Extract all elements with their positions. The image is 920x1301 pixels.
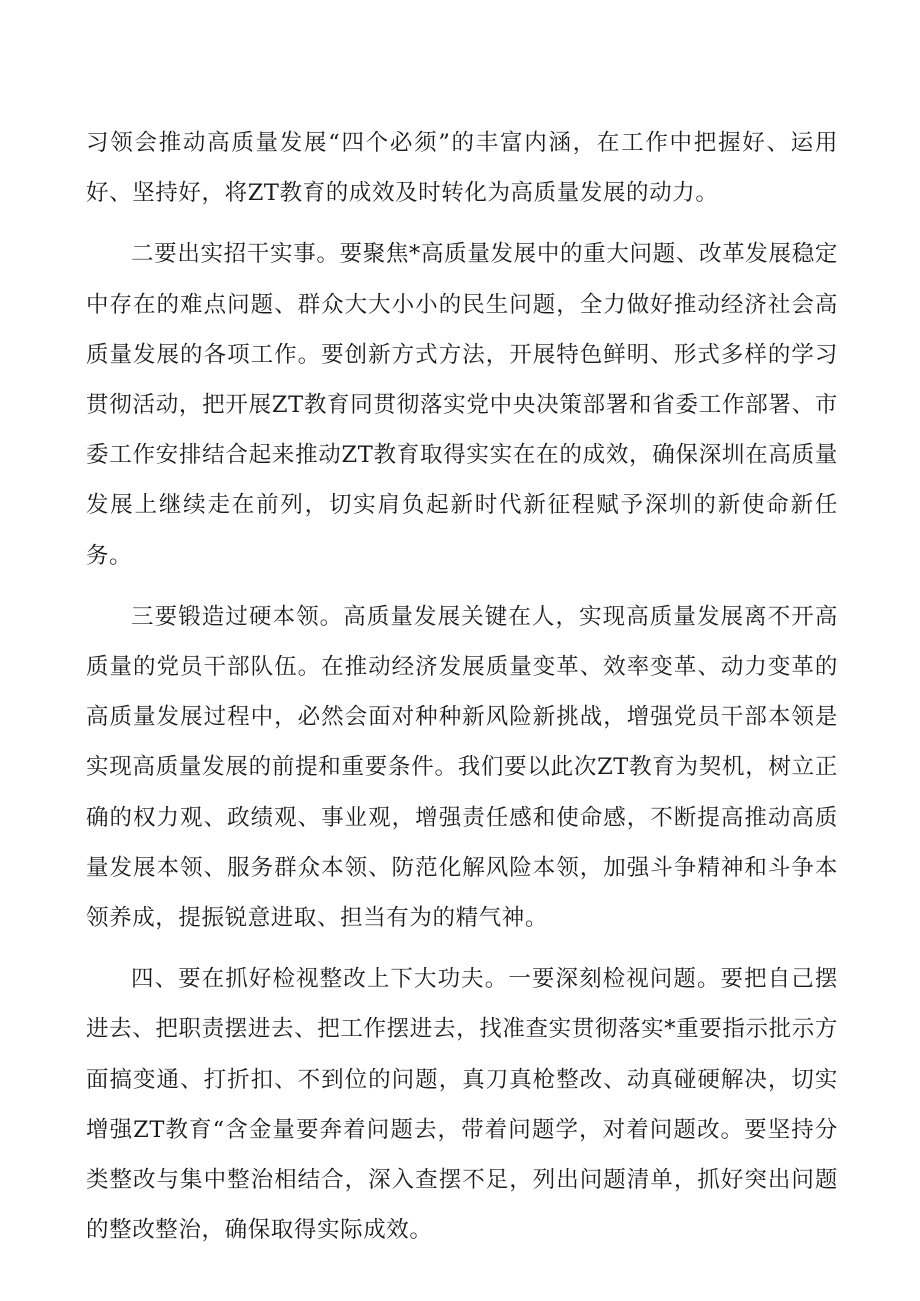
paragraph-skills: 三要锻造过硬本领。高质量发展关键在人，实现高质量发展离不开高质量的党员干部队伍。在推动经济发展质量变革、效率变革、动力变革的高质量发展过程中，必然会面对种种新风险新挑战，增强党员干部本领是实现高质量发展的前提和重要条件。我们要以此次ZT教育为契机，树立正确的权力观、政绩观、事业观，增强责任感和使命感，不断提高推动高质量发展本领、服务群众本领、防范化解风险本领，加强斗争精神和斗争本领养成，提振锐意进取、担当有为的精气神。 [86, 603, 838, 932]
paragraph-rectification: 四、要在抓好检视整改上下大功夫。一要深刻检视问题。要把自己摆进去、把职责摆进去、把工作摆进去，找准查实贯彻落实*重要指示批示方面搞变通、打折扣、不到位的问题，真刀真枪整改、动真碰硬解决，切实增强ZT教育“含金量要奔着问题去，带着问题学，对着问题改。要坚持分类整改与集中整治相结合，深入查摆不足，列出问题清单，抓好突出问题的整改整治，确保取得实际成效。 [86, 966, 838, 1244]
paragraph-practical-work: 二要出实招干实事。要聚焦*高质量发展中的重大问题、改革发展稳定中存在的难点问题、群众大大小小的民生问题，全力做好推动经济社会高质量发展的各项工作。要创新方式方法，开展特色鲜明、形式多样的学习贯彻活动，把开展ZT教育同贯彻落实党中央决策部署和省委工作部署、市委工作安排结合起来推动ZT教育取得实实在在的成效，确保深圳在高质量发展上继续走在前列，切实肩负起新时代新征程赋予深圳的新使命新任务。 [86, 241, 838, 569]
document-body [86, 118, 838, 1266]
paragraph-continuation: 习领会推动高质量发展“四个必须”的丰富内涵，在工作中把握好、运用好、坚持好，将ZT教育的成效及时转化为高质量发展的动力。 [86, 130, 838, 207]
